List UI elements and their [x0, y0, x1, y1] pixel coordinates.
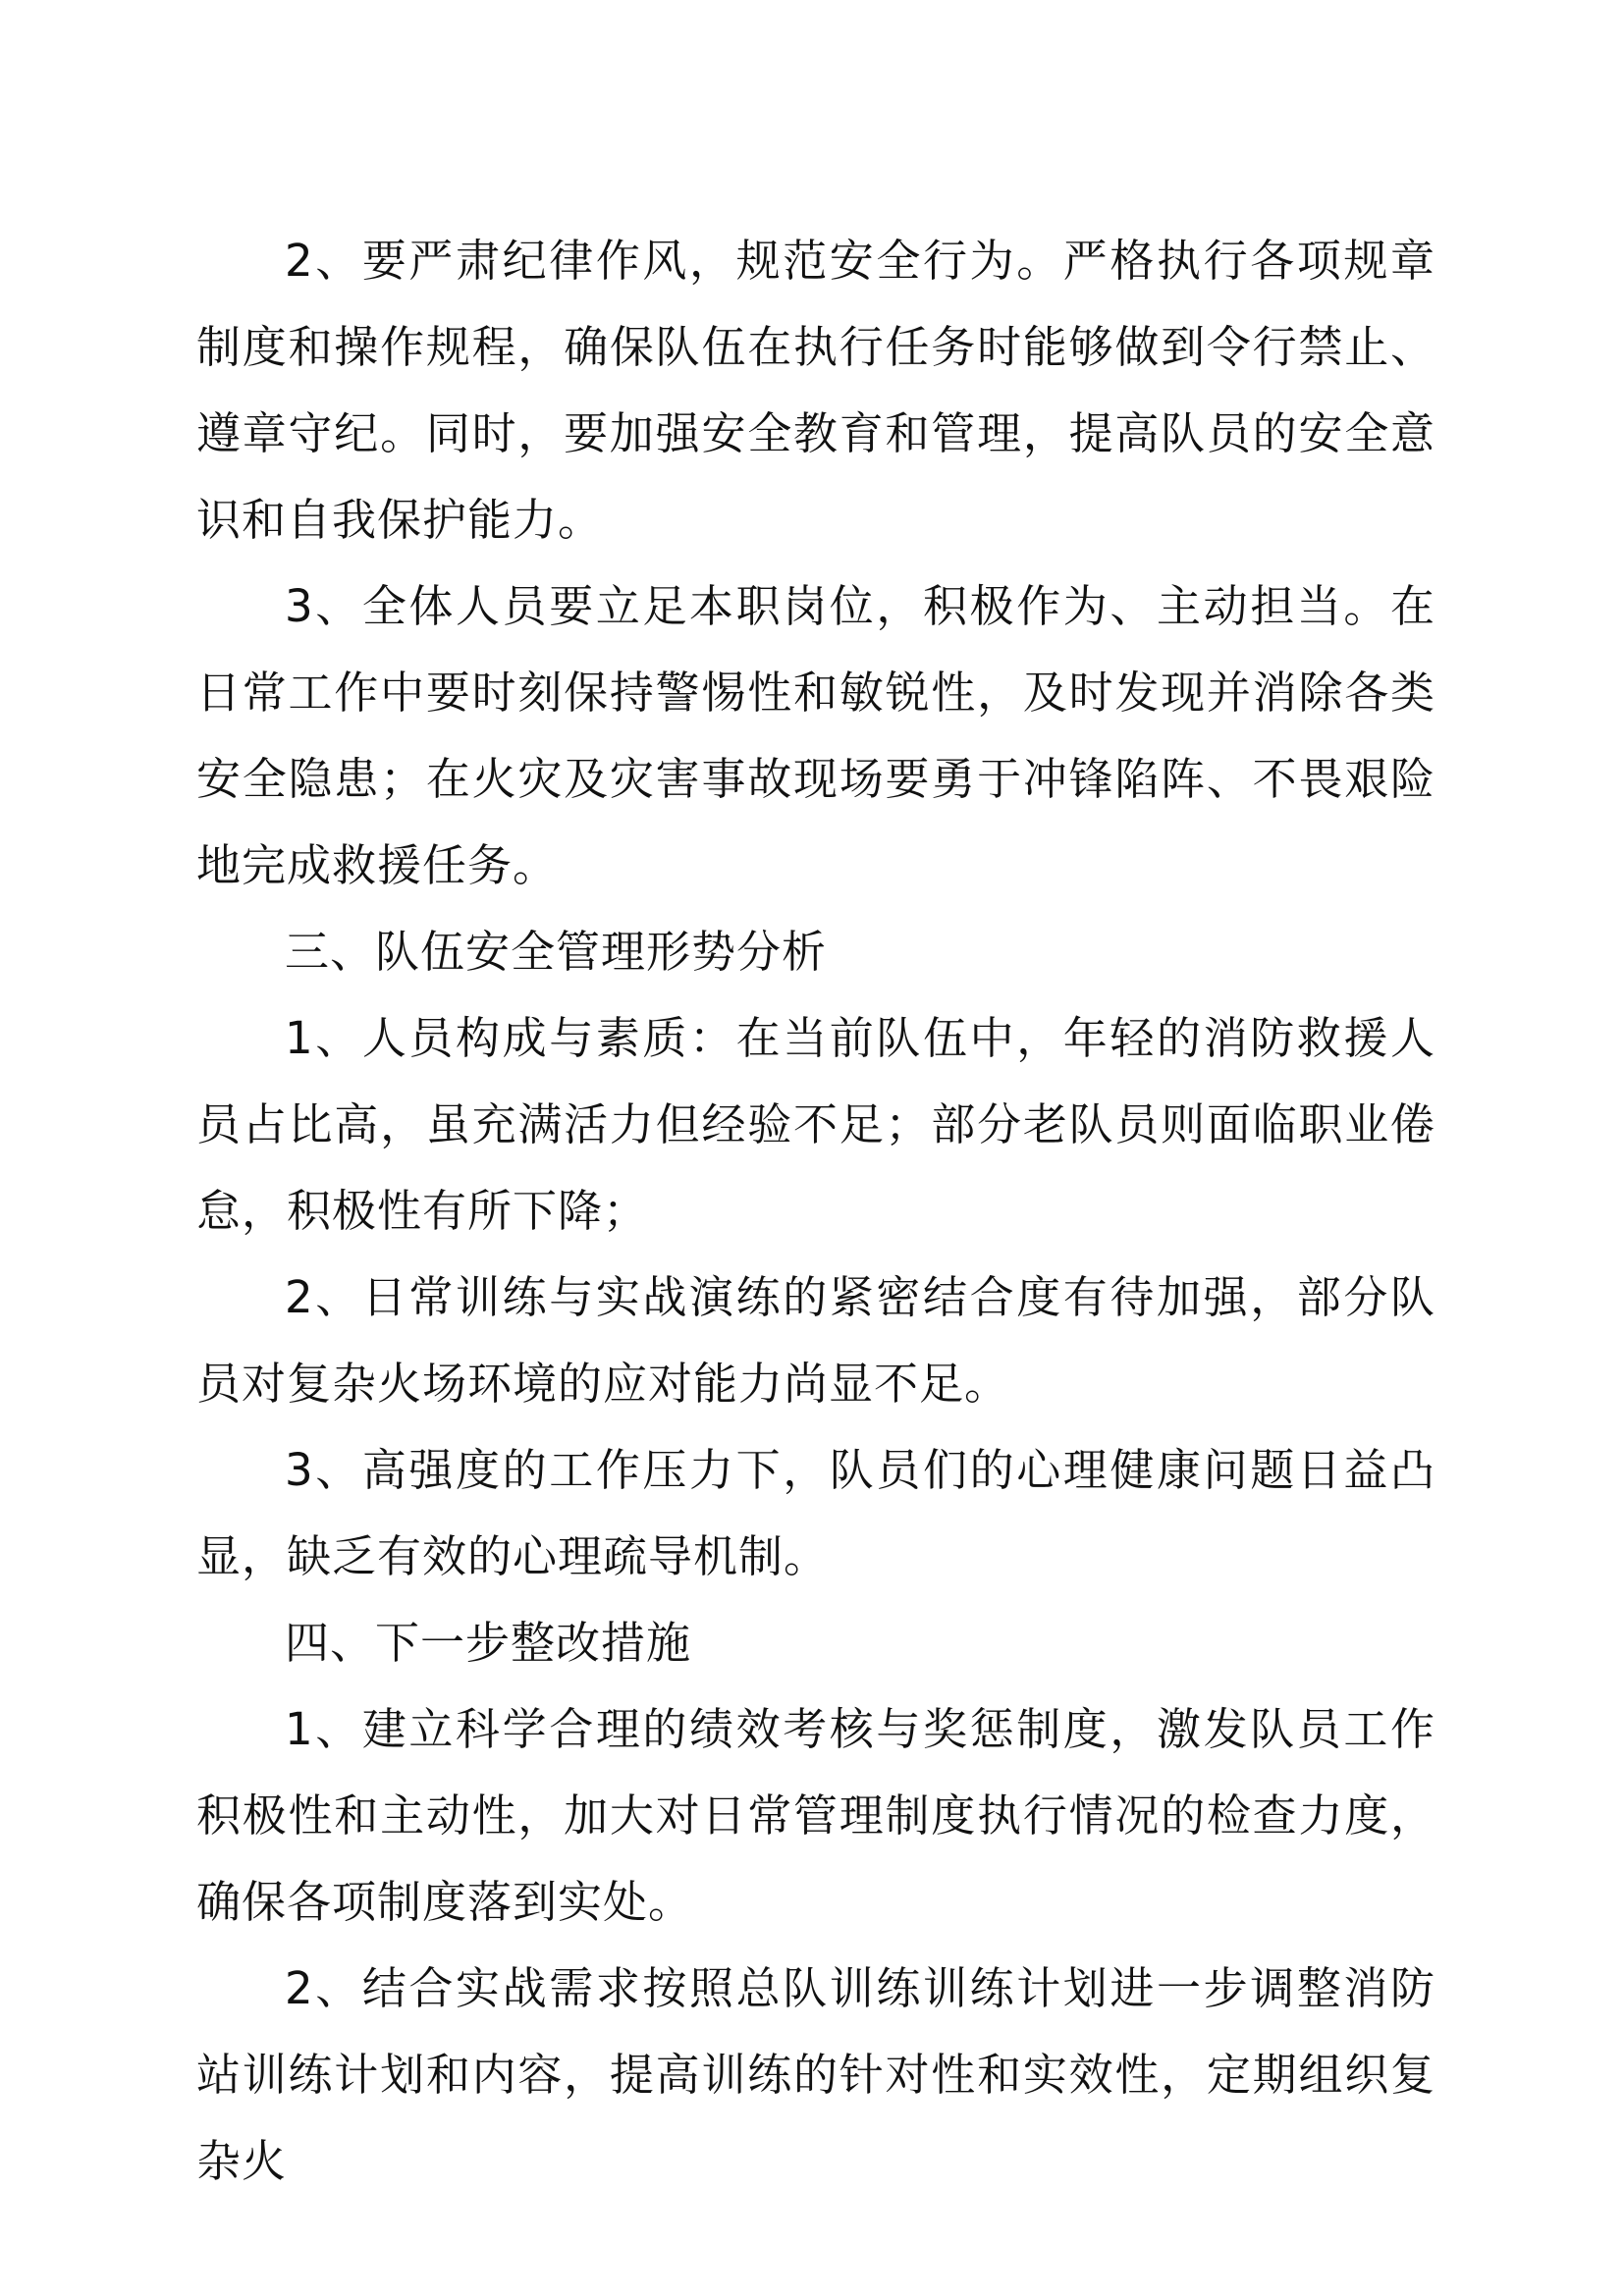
paragraph-mental-health: 3、高强度的工作压力下，队员们的心理健康问题日益凸显，缺乏有效的心理疏导机制。	[196, 1444, 1435, 1582]
section-heading-analysis: 三、队伍安全管理形势分析	[285, 926, 828, 978]
paragraph-assessment: 1、建立科学合理的绩效考核与奖惩制度，激发队员工作积极性和主动性，加大对日常管理制度执行情况的检查力度，确保各项制度落到实处。	[196, 1703, 1435, 1928]
section-heading-measures: 四、下一步整改措施	[285, 1617, 692, 1669]
paragraph-duty: 3、全体人员要立足本职岗位，积极作为、主动担当。在日常工作中要时刻保持警惕性和敏锐性，及时发现并消除各类安全隐患；在火灾及灾害事故现场要勇于冲锋陷阵、不畏艰险地完成救援任务。	[196, 580, 1435, 891]
paragraph-discipline: 2、要严肃纪律作风，规范安全行为。严格执行各项规章制度和操作规程，确保队伍在执行任务时能够做到令行禁止、遵章守纪。同时，要加强安全教育和管理，提高队员的安全意识和自我保护能力。	[196, 235, 1435, 546]
paragraph-training: 2、日常训练与实战演练的紧密结合度有待加强，部分队员对复杂火场环境的应对能力尚显不足。	[196, 1271, 1435, 1410]
paragraph-training-plan: 2、结合实战需求按照总队训练训练计划进一步调整消防站训练计划和内容，提高训练的针对性和实效性，定期组织复杂火	[196, 1962, 1435, 2187]
document-body	[196, 218, 1435, 2205]
paragraph-personnel: 1、人员构成与素质：在当前队伍中，年轻的消防救援人员占比高，虽充满活力但经验不足；部分老队员则面临职业倦怠，积极性有所下降；	[196, 1012, 1435, 1237]
